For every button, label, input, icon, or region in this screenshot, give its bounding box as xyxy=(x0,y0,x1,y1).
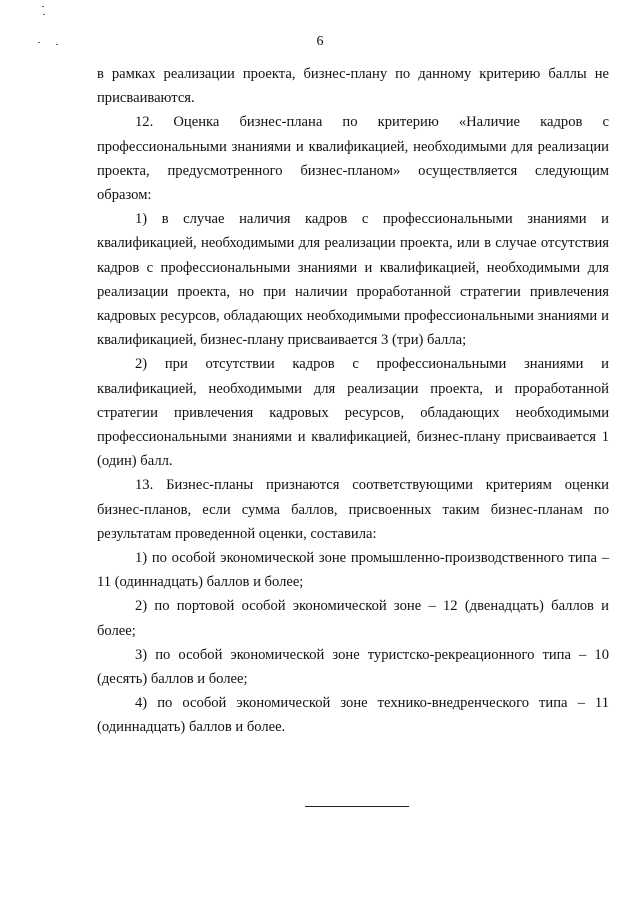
paragraph-subitem-13-1: 1) по особой экономической зоне промышленно-производственного типа – 11 (одиннадцать) баллов и более; xyxy=(97,550,609,591)
paragraph-subitem-13-2: 2) по портовой особой экономической зоне – 12 (двенадцать) баллов и более; xyxy=(97,598,609,639)
paragraph-subitem-13-3: 3) по особой экономической зоне туристско-рекреационного типа – 10 (десять) баллов и более; xyxy=(97,646,609,688)
paragraph-subitem-12-1: 1) в случае наличия кадров с профессиональными знаниями и квалификацией, необходимыми для реализации проекта, или в случае отсутствия кадров с профессиональными знаниями и квалификацией, необходимыми для реализации проекта, но при наличии проработанной стратегии привлечения кадровых ресурсов, обладающих необходимыми профессиональными знаниями и квалификацией, бизнес-плану присваивается 3 (три) балла; xyxy=(97,211,609,349)
end-of-document-rule xyxy=(305,806,409,807)
page-number: 6 xyxy=(316,34,324,49)
paragraph-item-12: 12. Оценка бизнес-плана по критерию «Наличие кадров с профессиональными знаниями и квалификацией, необходимыми для реализации проекта, предусмотренного бизнес-планом» осуществляется следующим образом: xyxy=(97,114,609,204)
paragraph-continuation: в рамках реализации проекта, бизнес-плану по данному критерию баллы не присваиваются. xyxy=(97,66,609,107)
document-body xyxy=(97,62,609,740)
paragraph-item-13: 13. Бизнес-планы признаются соответствующими критериям оценки бизнес-планов, если сумма баллов, присвоенных таким бизнес-планам по результатам проведенной оценки, составила: xyxy=(97,477,609,542)
paragraph-subitem-13-4: 4) по особой экономической зоне технико-внедренческого типа – 11 (одиннадцать) баллов и более. xyxy=(97,695,609,736)
paragraph-subitem-12-2: 2) при отсутствии кадров с профессиональными знаниями и квалификацией, необходимыми для реализации проекта, и проработанной стратегии привлечения кадровых ресурсов, обладающих необходимыми профессиональными знаниями и квалификацией, бизнес-плану присваивается 1 (один) балл. xyxy=(97,356,609,470)
